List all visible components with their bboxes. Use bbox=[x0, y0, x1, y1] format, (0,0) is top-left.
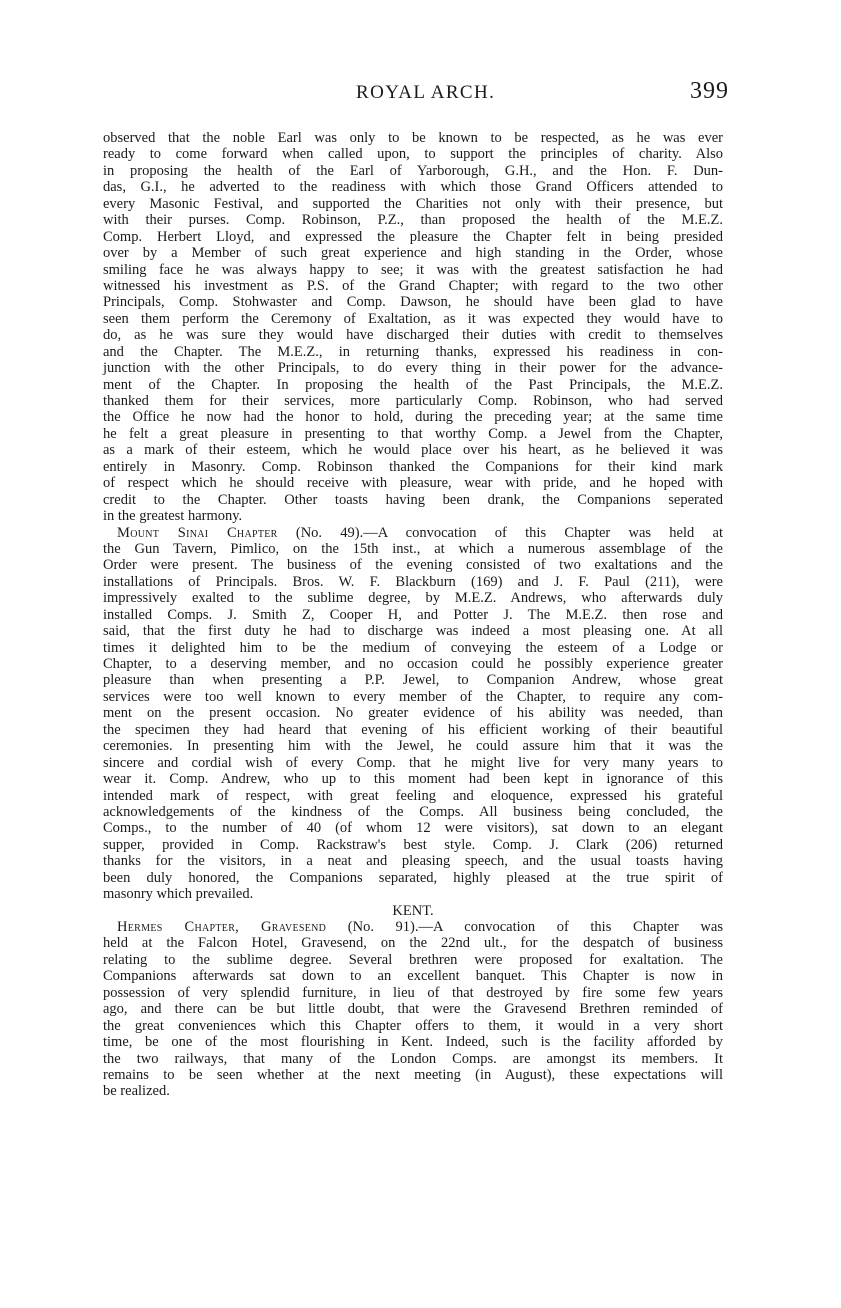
text-line: of respect which he should receive with pleasure, wear with pride, and he hoped with bbox=[103, 475, 723, 492]
text-line: be realized. bbox=[103, 1083, 170, 1100]
text-line: time, be one of the most flourishing in Kent. Indeed, such is the facility afforded by bbox=[103, 1034, 723, 1051]
text-line: das, G.I., he adverted to the readiness with which those Grand Officers attended to bbox=[103, 179, 723, 196]
text-line: Order were present. The business of the evening consisted of two exaltations and the bbox=[103, 557, 723, 574]
text-line: sincere and cordial wish of every Comp. that he might live for very many years to bbox=[103, 754, 723, 771]
text-line: installed Comps. J. Smith Z, Cooper H, and Potter J. The M.E.Z. then rose and bbox=[103, 606, 723, 623]
text-line: been duly honored, the Companions separated, highly pleased at the true spirit of bbox=[103, 869, 723, 886]
text-line: Comps., to the number of 40 (of whom 12 were visitors), sat down to an elegant bbox=[103, 820, 723, 837]
text-line: said, that the first duty he had to discharge was indeed a most pleasing one. At all bbox=[103, 623, 723, 640]
paragraph-first-line: Hermes Chapter, Gravesend (No. 91).—A convocation of this Chapter was bbox=[117, 919, 723, 935]
text-line: observed that the noble Earl was only to be known to be respected, as he was ever bbox=[103, 130, 723, 146]
text-line: he felt a great pleasure in presenting to that worthy Comp. a Jewel from the Chapter, bbox=[103, 425, 723, 442]
paragraph-first-line: Mount Sinai Chapter (No. 49).—A convocation of this Chapter was held at bbox=[117, 524, 723, 541]
text-line: in proposing the health of the Earl of Yarborough, G.H., and the Hon. F. Dun- bbox=[103, 162, 723, 179]
text-line: smiling face he was always happy to see; it was with the greatest satisfaction he had bbox=[103, 261, 723, 278]
article-body bbox=[103, 130, 723, 1100]
text-line: entirely in Masonry. Comp. Robinson thanked the Companions for their kind mark bbox=[103, 458, 723, 475]
text-line: pleasure than when presenting a P.P. Jewel, to Companion Andrew, whose great bbox=[103, 672, 723, 689]
text-line: intended mark of respect, with great feeling and eloquence, expressed his grateful bbox=[103, 787, 723, 804]
running-head: ROYAL ARCH. bbox=[356, 82, 496, 103]
text-line: supper, provided in Comp. Rackstraw's best style. Comp. J. Clark (206) returned bbox=[103, 836, 723, 853]
page-number: 399 bbox=[690, 78, 729, 104]
text-line: times it delighted him to be the medium of conveying the esteem of a Lodge or bbox=[103, 639, 723, 656]
text-line: remains to be seen whether at the next meeting (in August), these expectations will bbox=[103, 1066, 723, 1083]
text-line: relating to the sublime degree. Several brethren were proposed for exaltation. The bbox=[103, 951, 723, 968]
text-line: with their purses. Comp. Robinson, P.Z., than proposed the health of the M.E.Z. bbox=[103, 212, 723, 229]
text-line: the Office he now had the honor to hold, during the preceding year; at the same time bbox=[103, 409, 723, 426]
text-line: ment on the present occasion. No greater evidence of his ability was needed, than bbox=[103, 705, 723, 722]
text-line: Chapter, to a deserving member, and no occasion could he possibly experience greater bbox=[103, 656, 723, 672]
text-line: credit to the Chapter. Other toasts having been drank, the Companions seperated bbox=[103, 491, 723, 508]
text-line: the two railways, that many of the London Comps. are amongst its members. It bbox=[103, 1050, 723, 1067]
text-line: the great conveniences which this Chapter offers to them, it would in a very short bbox=[103, 1017, 723, 1034]
text-line: installations of Principals. Bros. W. F. Blackburn (169) and J. F. Paul (211), were bbox=[103, 573, 723, 590]
text-line: witnessed his investment as P.S. of the Grand Chapter; with regard to the two other bbox=[103, 277, 723, 294]
page-header bbox=[0, 78, 841, 112]
text-line: held at the Falcon Hotel, Gravesend, on the 22nd ult., for the despatch of business bbox=[103, 935, 723, 952]
text-line: thanks for the visitors, in a neat and pleasing speech, and the usual toasts having bbox=[103, 853, 723, 870]
text-line: ago, and there can be but little doubt, that were the Gravesend Brethren reminded of bbox=[103, 1001, 723, 1018]
text-line: impressively exalted to the sublime degree, by M.E.Z. Andrews, who afterwards duly bbox=[103, 590, 723, 607]
text-line: as a mark of their esteem, which he would place over his heart, as he believed it was bbox=[103, 442, 723, 459]
text-line: every Masonic Festival, and supported the Charities not only with their presence, but bbox=[103, 195, 723, 212]
text-line: Principals, Comp. Stohwaster and Comp. Dawson, he should have been glad to have bbox=[103, 294, 723, 311]
text-line: seen them perform the Ceremony of Exaltation, as it was expected they would have to bbox=[103, 310, 723, 327]
text-line: ceremonies. In presenting him with the Jewel, he could assure him that it was the bbox=[103, 738, 723, 755]
paragraph-royal-arch-continued bbox=[103, 130, 723, 525]
text-line: acknowledgements of the kindness of the Comps. All business being concluded, the bbox=[103, 803, 723, 820]
text-line: in the greatest harmony. bbox=[103, 508, 243, 525]
text-line: thanked them for their services, more particularly Comp. Robinson, who had served bbox=[103, 393, 723, 409]
text-line: the specimen they had heard that evening of his efficient working of their beautiful bbox=[103, 721, 723, 738]
text-line: junction with the other Principals, to do every thing in their power for the advance- bbox=[103, 360, 723, 377]
text-line: ready to come forward when called upon, to support the principles of charity. Also bbox=[103, 146, 723, 163]
text-line: Comp. Herbert Lloyd, and expressed the pleasure the Chapter felt in being presided bbox=[103, 228, 723, 245]
text-line: possession of very splendid furniture, in lieu of that destroyed by fire some few years bbox=[103, 984, 723, 1001]
text-line: ment of the Chapter. In proposing the health of the Past Principals, the M.E.Z. bbox=[103, 376, 723, 393]
text-line: the Gun Tavern, Pimlico, on the 15th inst., at which a numerous assemblage of the bbox=[103, 540, 723, 557]
paragraph-hermes-chapter bbox=[103, 919, 723, 1100]
text-line: masonry which prevailed. bbox=[103, 886, 254, 903]
chapter-name: Mount Sinai Chapter bbox=[117, 524, 278, 541]
text-line: do, as he was sure they would have discharged their duties with credit to themselves bbox=[103, 327, 723, 344]
section-heading-kent: KENT. bbox=[392, 902, 434, 919]
text-line: services were too well known to every member of the Chapter, to require any com- bbox=[103, 688, 723, 705]
text-line: wear it. Comp. Andrew, who up to this moment had been kept in ignorance of this bbox=[103, 771, 723, 788]
text-line: over by a Member of such great experience and high standing in the Order, whose bbox=[103, 245, 723, 262]
chapter-name: Hermes Chapter, Gravesend bbox=[117, 919, 327, 935]
text-line: Companions afterwards sat down to an excellent banquet. This Chapter is now in bbox=[103, 968, 723, 985]
text-line: and the Chapter. The M.E.Z., in returning thanks, expressed his readiness in con- bbox=[103, 343, 723, 360]
paragraph-mount-sinai-chapter bbox=[103, 525, 723, 903]
